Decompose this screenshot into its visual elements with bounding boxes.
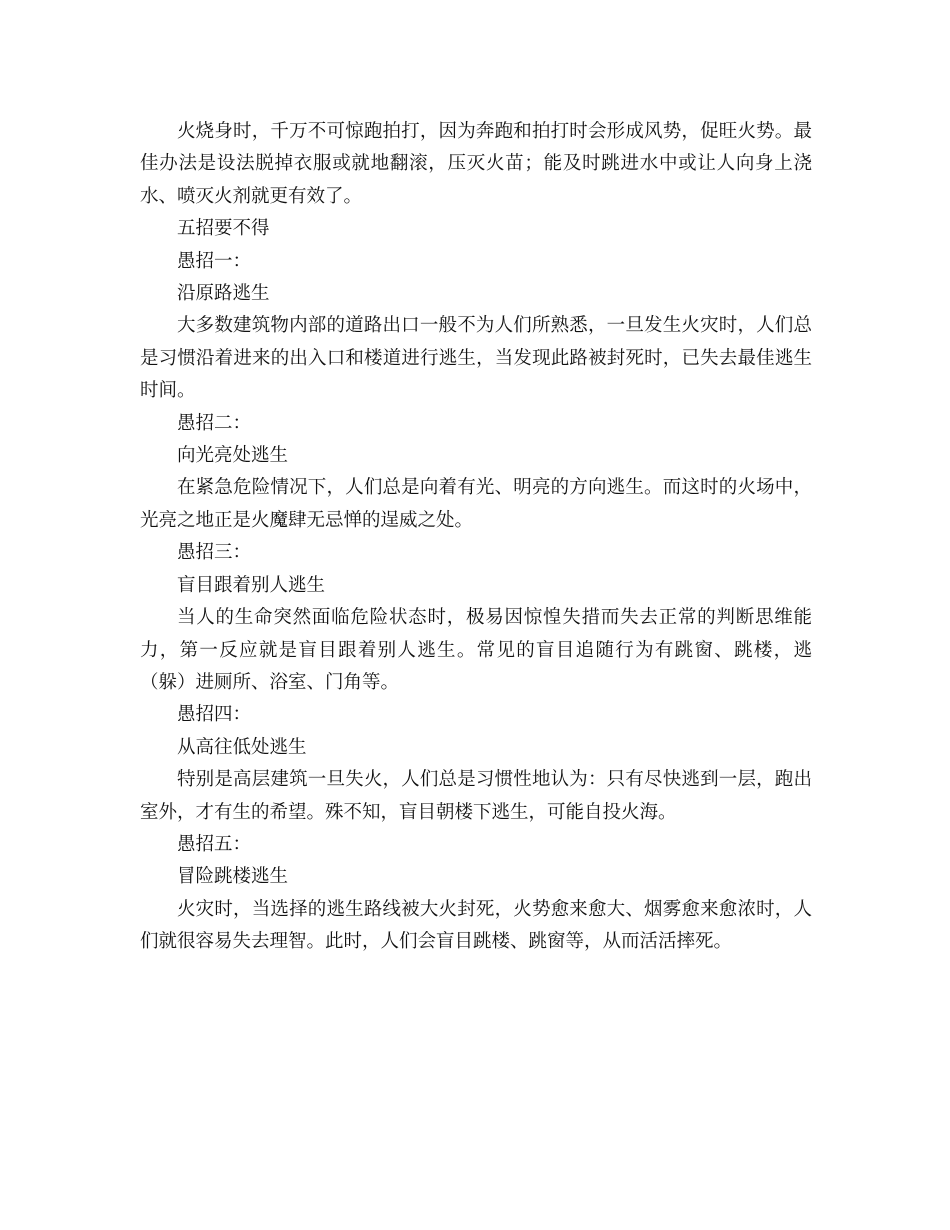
section-heading-five-bad-moves: 五招要不得	[177, 218, 270, 240]
bad-move-3-title: 盲目跟着别人逃生	[177, 574, 326, 596]
bad-move-1-title: 沿原路逃生	[177, 283, 270, 305]
bad-move-1-body: 大多数建筑物内部的道路出口一般不为人们所熟悉，一旦发生火灾时，人们总是习惯沿着进来的出入口和楼道进行逃生，当发现此路被封死时，已失去最佳逃生时间。	[140, 315, 812, 402]
bad-move-5-title: 冒险跳楼逃生	[177, 866, 289, 888]
bad-move-2-body: 在紧急危险情况下，人们总是向着有光、明亮的方向逃生。而这时的火场中，光亮之地正是火魔肆无忌惮的逞威之处。	[140, 477, 812, 531]
bad-move-2-label: 愚招二：	[177, 412, 252, 434]
bad-move-4-title: 从高往低处逃生	[177, 736, 307, 758]
paragraph-clothes-on-fire: 火烧身时，千万不可惊跑拍打，因为奔跑和拍打时会形成风势，促旺火势。最佳办法是设法脱掉衣服或就地翻滚，压灭火苗；能及时跳进水中或让人向身上浇水、喷灭火剂就更有效了。	[140, 121, 812, 207]
bad-move-5-body: 火灾时，当选择的逃生路线被大火封死，火势愈来愈大、烟雾愈来愈浓时，人们就很容易失去理智。此时，人们会盲目跳楼、跳窗等，从而活活摔死。	[140, 898, 812, 953]
bad-move-1-label: 愚招一：	[177, 250, 252, 272]
document-page	[140, 116, 812, 959]
bad-move-4-body: 特别是高层建筑一旦失火，人们总是习惯性地认为：只有尽快逃到一层，跑出室外，才有生的希望。殊不知，盲目朝楼下逃生，可能自投火海。	[140, 769, 812, 823]
bad-move-2-title: 向光亮处逃生	[177, 445, 289, 467]
bad-move-4-label: 愚招四：	[177, 704, 252, 726]
bad-move-3-body: 当人的生命突然面临危险状态时，极易因惊惶失措而失去正常的判断思维能力，第一反应就是盲目跟着别人逃生。常见的盲目追随行为有跳窗、跳楼，逃（躲）进厕所、浴室、门角等。	[140, 607, 812, 693]
bad-move-5-label: 愚招五：	[177, 833, 252, 855]
bad-move-3-label: 愚招三：	[177, 542, 252, 564]
